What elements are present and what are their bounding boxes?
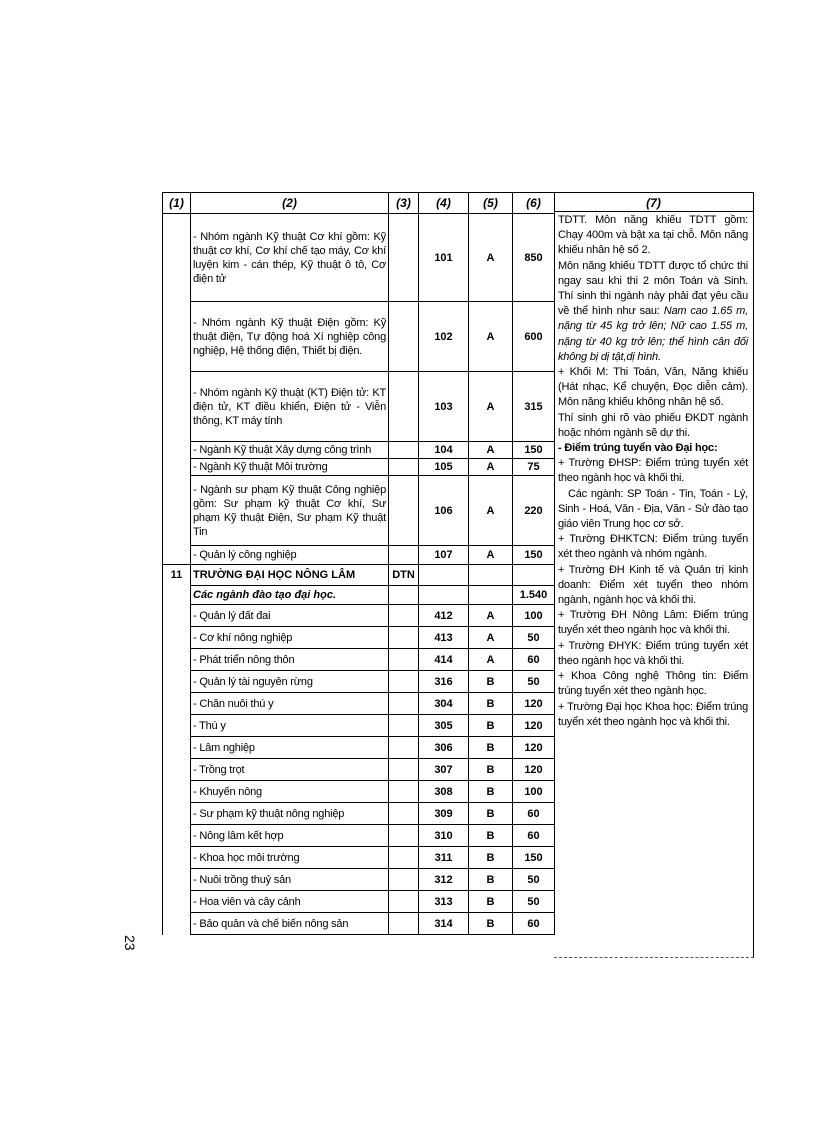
major-name-cell: - Hoa viên và cây cảnh	[191, 891, 389, 913]
table-row	[163, 759, 555, 781]
subheading-row	[163, 586, 555, 605]
major-code-cell	[419, 586, 469, 605]
school-symbol-cell	[389, 847, 419, 869]
quota-cell: 60	[513, 913, 555, 935]
table-row	[163, 372, 555, 442]
exam-block-cell: B	[469, 737, 513, 759]
major-code-cell: 316	[419, 671, 469, 693]
quota-cell: 60	[513, 825, 555, 847]
school-symbol-cell	[389, 759, 419, 781]
table-row	[163, 605, 555, 627]
major-name-cell: - Nhóm ngành Kỹ thuật Cơ khí gồm: Kỹ thuật cơ khí, Cơ khí chế tạo máy, Cơ khí luyện kim - cán thép, Kỹ thuật ô tô, Cơ điện tử	[191, 214, 389, 302]
major-name-cell: - Thú y	[191, 715, 389, 737]
quota-cell	[513, 565, 555, 586]
school-symbol-cell	[389, 442, 419, 459]
major-name-cell: - Nông lâm kết hợp	[191, 825, 389, 847]
exam-block-cell: B	[469, 715, 513, 737]
note-p6: + Trường ĐHSP: Điểm trúng tuyển xét theo ngành học và khối thi.	[558, 457, 748, 485]
major-code-cell: 104	[419, 442, 469, 459]
index-cell	[163, 825, 191, 847]
exam-block-cell: B	[469, 913, 513, 935]
school-symbol-cell	[389, 214, 419, 302]
school-symbol-cell	[389, 302, 419, 372]
school-symbol-cell	[389, 693, 419, 715]
index-cell	[163, 442, 191, 459]
major-name-cell: - Bảo quản và chế biến nông sản	[191, 913, 389, 935]
exam-block-cell: A	[469, 476, 513, 546]
major-code-cell: 413	[419, 627, 469, 649]
index-cell	[163, 586, 191, 605]
school-symbol-cell	[389, 476, 419, 546]
index-cell	[163, 715, 191, 737]
note-p8: + Trường ĐHKTCN: Điểm trúng tuyển xét theo ngành và nhóm ngành.	[558, 533, 748, 561]
quota-cell: 220	[513, 476, 555, 546]
major-code-cell: 307	[419, 759, 469, 781]
major-name-cell: - Cơ khí nông nghiệp	[191, 627, 389, 649]
exam-block-cell	[469, 565, 513, 586]
school-symbol-cell	[389, 891, 419, 913]
major-name-cell: - Trồng trọt	[191, 759, 389, 781]
major-name-cell: - Nuôi trồng thuỷ sản	[191, 869, 389, 891]
quota-cell: 315	[513, 372, 555, 442]
major-name-cell: - Sư phạm kỹ thuật nông nghiệp	[191, 803, 389, 825]
index-cell	[163, 302, 191, 372]
school-symbol-cell	[389, 803, 419, 825]
quota-cell: 120	[513, 715, 555, 737]
table-row	[163, 781, 555, 803]
major-name-cell: - Khoa học môi trường	[191, 847, 389, 869]
major-name-cell: - Quản lý công nghiệp	[191, 546, 389, 565]
quota-cell: 50	[513, 869, 555, 891]
school-symbol-cell	[389, 627, 419, 649]
note-p1: TDTT. Môn năng khiếu TDTT gồm: Chạy 400m và bật xa tại chỗ. Môn năng khiếu nhân hệ số 2.	[558, 214, 748, 257]
page-number: 23	[122, 935, 138, 951]
table-row	[163, 627, 555, 649]
quota-cell: 1.540	[513, 586, 555, 605]
major-name-cell: - Khuyến nông	[191, 781, 389, 803]
quota-cell: 850	[513, 214, 555, 302]
quota-cell: 600	[513, 302, 555, 372]
school-symbol-cell	[389, 459, 419, 476]
major-code-cell: 306	[419, 737, 469, 759]
exam-block-cell: A	[469, 605, 513, 627]
major-code-cell: 314	[419, 913, 469, 935]
exam-block-cell: B	[469, 847, 513, 869]
major-name-cell: - Phát triển nông thôn	[191, 649, 389, 671]
exam-block-cell	[469, 586, 513, 605]
admissions-table	[162, 192, 555, 935]
col-header-3: (3)	[389, 193, 419, 214]
table-row	[163, 825, 555, 847]
quota-cell: 150	[513, 546, 555, 565]
school-symbol-cell	[389, 372, 419, 442]
note-p2-text: Môn năng khiếu TDTT được tổ chức thi ngay sau khi thi 2 môn Toán và Sinh. Thí sinh thi ngành này phải đạt yêu cầu về thể hình như sau:	[558, 259, 748, 318]
table-row	[163, 715, 555, 737]
major-code-cell: 107	[419, 546, 469, 565]
exam-block-cell: B	[469, 869, 513, 891]
index-cell	[163, 869, 191, 891]
index-cell	[163, 476, 191, 546]
index-cell	[163, 781, 191, 803]
table-row	[163, 737, 555, 759]
note-p11: + Trường ĐHYK: Điểm trúng tuyển xét theo ngành học và khối thi.	[558, 639, 748, 667]
col-header-4: (4)	[419, 193, 469, 214]
table-row	[163, 891, 555, 913]
quota-cell: 50	[513, 891, 555, 913]
major-code-cell: 412	[419, 605, 469, 627]
quota-cell: 50	[513, 627, 555, 649]
note-p5: - Điểm trúng tuyển vào Đại học:	[558, 442, 718, 455]
school-symbol-cell	[389, 737, 419, 759]
note-p10: + Trường ĐH Nông Lâm: Điểm trúng tuyển xét theo ngành học và khối thi.	[558, 609, 748, 637]
quota-cell: 120	[513, 693, 555, 715]
major-code-cell: 305	[419, 715, 469, 737]
major-code-cell	[419, 565, 469, 586]
index-cell	[163, 671, 191, 693]
school-symbol-cell	[389, 605, 419, 627]
exam-block-cell: A	[469, 459, 513, 476]
exam-block-cell: A	[469, 214, 513, 302]
quota-cell: 100	[513, 781, 555, 803]
table-row	[163, 803, 555, 825]
exam-block-cell: B	[469, 781, 513, 803]
quota-cell: 60	[513, 803, 555, 825]
school-symbol-cell	[389, 546, 419, 565]
major-code-cell: 310	[419, 825, 469, 847]
major-name-cell: - Quản lý tài nguyên rừng	[191, 671, 389, 693]
exam-block-cell: B	[469, 671, 513, 693]
school-symbol-cell	[389, 586, 419, 605]
major-code-cell: 311	[419, 847, 469, 869]
major-name-cell: - Ngành Kỹ thuật Môi trường	[191, 459, 389, 476]
table-row	[163, 546, 555, 565]
table-row	[163, 671, 555, 693]
exam-block-cell: B	[469, 891, 513, 913]
quota-cell: 60	[513, 649, 555, 671]
index-cell	[163, 693, 191, 715]
major-name-cell: - Ngành sư phạm Kỹ thuật Công nghiệp gồm: Sư phạm kỹ thuật Cơ khí, Sư phạm Kỹ thuật Điện, Sư phạm Kỹ thuật Tin	[191, 476, 389, 546]
major-name-cell: - Lâm nghiệp	[191, 737, 389, 759]
major-name-cell: TRƯỜNG ĐẠI HỌC NÔNG LÂM	[191, 565, 389, 586]
exam-block-cell: B	[469, 759, 513, 781]
index-cell	[163, 737, 191, 759]
index-cell	[163, 649, 191, 671]
major-code-cell: 101	[419, 214, 469, 302]
school-symbol-cell	[389, 825, 419, 847]
note-p13: + Trường Đại học Khoa học: Điểm trúng tuyển xét theo ngành học và khối thi.	[558, 700, 748, 728]
index-cell	[163, 546, 191, 565]
index-cell	[163, 605, 191, 627]
major-code-cell: 309	[419, 803, 469, 825]
major-code-cell: 312	[419, 869, 469, 891]
school-symbol-cell	[389, 869, 419, 891]
school-symbol-cell	[389, 715, 419, 737]
note-p9: + Trường ĐH Kinh tế và Quản trị kinh doanh: Điểm xét tuyển theo nhóm ngành, ngành học và khối thi.	[558, 563, 748, 607]
note-p2	[558, 259, 748, 365]
index-cell: 11	[163, 565, 191, 586]
note-p2-italic: Nam cao 1.65 m, nặng từ 45 kg trở lên; Nữ cao 1.55 m, nặng từ 40 kg trở lên; thể hình cân đối không bị dị tật,dị hình.	[558, 305, 748, 363]
major-name-cell: - Chăn nuôi thú y	[191, 693, 389, 715]
table-row	[163, 442, 555, 459]
note-p4: Thí sinh ghi rõ vào phiếu ĐKDT ngành hoặc nhóm ngành sẽ dự thi.	[558, 411, 748, 439]
table-row	[163, 847, 555, 869]
index-cell	[163, 759, 191, 781]
major-code-cell: 103	[419, 372, 469, 442]
quota-cell: 120	[513, 737, 555, 759]
table-row	[163, 214, 555, 302]
index-cell	[163, 459, 191, 476]
school-row	[163, 565, 555, 586]
table-row	[163, 913, 555, 935]
major-code-cell: 313	[419, 891, 469, 913]
major-name-cell: - Ngành Kỹ thuật Xây dựng công trình	[191, 442, 389, 459]
index-cell	[163, 891, 191, 913]
col-header-6: (6)	[513, 193, 555, 214]
quota-cell: 150	[513, 442, 555, 459]
school-symbol-cell	[389, 649, 419, 671]
table-row	[163, 869, 555, 891]
exam-block-cell: B	[469, 693, 513, 715]
col-header-2: (2)	[191, 193, 389, 214]
major-code-cell: 308	[419, 781, 469, 803]
quota-cell: 100	[513, 605, 555, 627]
major-code-cell: 106	[419, 476, 469, 546]
index-cell	[163, 913, 191, 935]
exam-block-cell: A	[469, 649, 513, 671]
exam-block-cell: B	[469, 803, 513, 825]
exam-block-cell: A	[469, 546, 513, 565]
exam-block-cell: A	[469, 372, 513, 442]
school-symbol-cell	[389, 913, 419, 935]
table-row	[163, 693, 555, 715]
major-name-cell: - Quản lý đất đai	[191, 605, 389, 627]
table-row	[163, 459, 555, 476]
index-cell	[163, 803, 191, 825]
note-p7: Các ngành: SP Toán - Tin, Toán - Lý, Sinh - Hoá, Văn - Địa, Văn - Sử đào tạo giáo viên Trung học cơ sở.	[558, 487, 748, 531]
major-name-cell: - Nhóm ngành Kỹ thuật (KT) Điện tử: KT điện tử, KT điều khiển, Điện tử - Viễn thông, KT máy tính	[191, 372, 389, 442]
table-row	[163, 649, 555, 671]
exam-block-cell: A	[469, 442, 513, 459]
major-code-cell: 414	[419, 649, 469, 671]
major-code-cell: 304	[419, 693, 469, 715]
index-cell	[163, 627, 191, 649]
index-cell	[163, 214, 191, 302]
school-symbol-cell	[389, 781, 419, 803]
table-row	[163, 476, 555, 546]
school-symbol-cell: DTN	[389, 565, 419, 586]
quota-cell: 50	[513, 671, 555, 693]
major-name-cell: Các ngành đào tạo đại học.	[191, 586, 389, 605]
exam-block-cell: B	[469, 825, 513, 847]
col-header-7: (7)	[554, 192, 754, 212]
quota-cell: 120	[513, 759, 555, 781]
col-header-1: (1)	[163, 193, 191, 214]
major-code-cell: 105	[419, 459, 469, 476]
major-code-cell: 102	[419, 302, 469, 372]
school-symbol-cell	[389, 671, 419, 693]
quota-cell: 75	[513, 459, 555, 476]
table-row	[163, 302, 555, 372]
header-row	[163, 193, 555, 214]
notes-column	[554, 212, 754, 958]
major-name-cell: - Nhóm ngành Kỹ thuật Điện gồm: Kỹ thuật điện, Tự động hoá Xí nghiệp công nghiệp, Hệ thống điện, Thiết bị điện.	[191, 302, 389, 372]
exam-block-cell: A	[469, 627, 513, 649]
exam-block-cell: A	[469, 302, 513, 372]
index-cell	[163, 372, 191, 442]
quota-cell: 150	[513, 847, 555, 869]
note-p3: + Khối M: Thi Toán, Văn, Năng khiếu (Hát nhạc, Kể chuyện, Đọc diễn cảm). Môn năng khiếu không nhân hệ số.	[558, 366, 748, 409]
index-cell	[163, 847, 191, 869]
note-p12: + Khoa Công nghệ Thông tin: Điểm trúng tuyển xét theo ngành học.	[558, 670, 748, 698]
col-header-5: (5)	[469, 193, 513, 214]
